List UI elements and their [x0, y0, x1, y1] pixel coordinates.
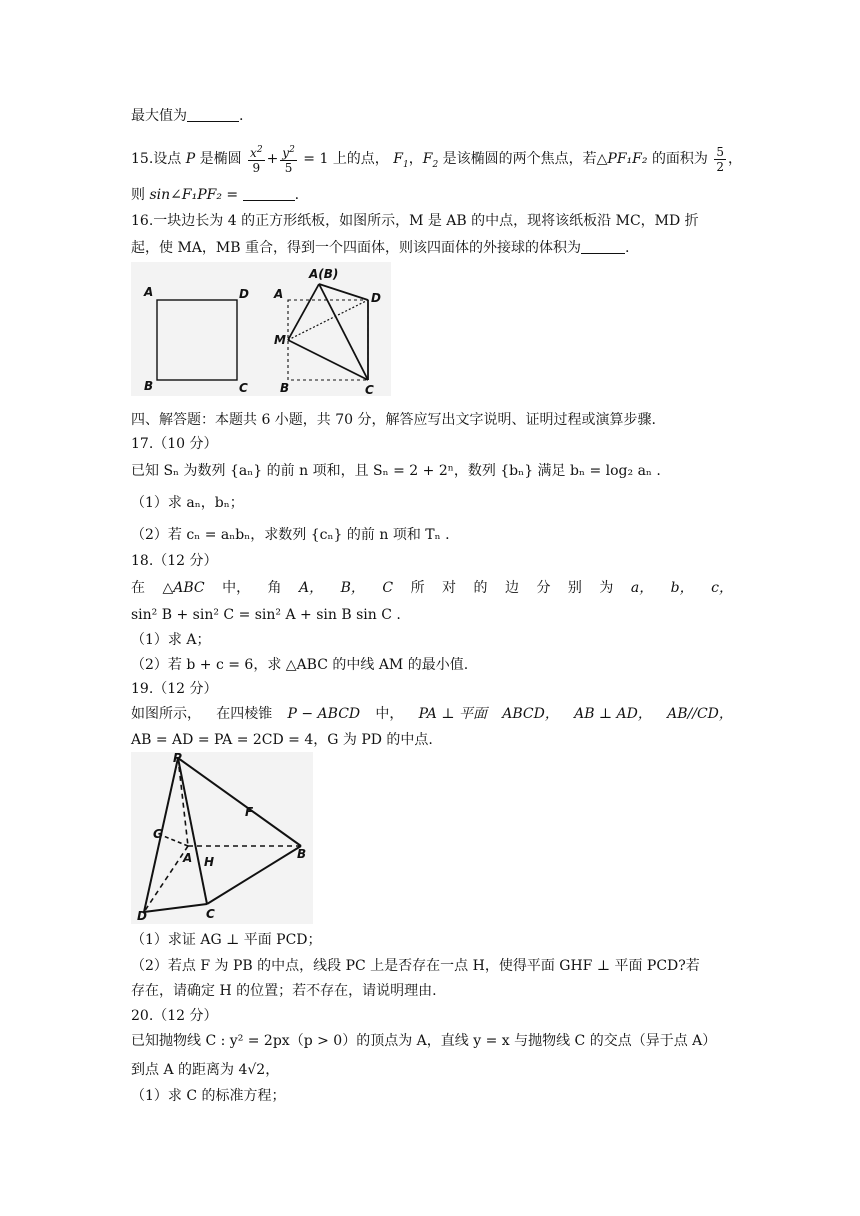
label-b: B — [297, 847, 307, 861]
q15-text-a: 15.设点 — [131, 151, 182, 167]
q19-part-1: （1）求证 AG ⊥ 平面 PCD； — [131, 932, 322, 948]
area-fraction — [714, 145, 726, 174]
q17-part-1: （1）求 aₙ，bₙ； — [131, 495, 244, 511]
ellipse-y-term: $\frac{y^2}{5}$ — [282, 145, 295, 175]
q15-text-b: 是椭圆 — [199, 151, 242, 167]
answer-blank — [243, 186, 295, 201]
q16-line-1: 16.一块边长为 4 的正方形纸板，如图所示，M 是 AB 的中点，现将该纸板沿 MC，MD 折 — [131, 213, 699, 229]
q15-text-f: 的面积为 — [651, 151, 708, 167]
q18-stem-line-2: sin² B + sin² C = sin² A + sin B sin C . — [131, 607, 401, 623]
label-p: P — [173, 752, 182, 765]
focus-f1: $F_1$ — [393, 151, 409, 170]
q18-w0: 在 — [131, 580, 145, 596]
label-h: H — [204, 855, 215, 869]
label-right-c: C — [365, 383, 374, 396]
q15-comma-2: ， — [728, 151, 743, 167]
answer-blank — [581, 239, 625, 254]
q14-tail-line — [131, 106, 243, 126]
section-4-heading: 四、解答题：本题共 6 小题，共 70 分，解答应写出文字说明、证明过程或演算步骤. — [131, 412, 656, 428]
q18-w8: 对 — [442, 580, 457, 596]
q17-part-2: （2）若 cₙ = aₙbₙ，求数列 {cₙ} 的前 n 项和 Tₙ . — [131, 527, 450, 543]
label-g: G — [153, 827, 163, 841]
square-left — [157, 300, 237, 380]
period: . — [294, 187, 300, 203]
focus-f2: $F_2$ — [422, 151, 439, 170]
q18-w7: 所 — [410, 580, 425, 596]
q18-w6: C — [382, 580, 394, 596]
q15-line-2 — [131, 185, 299, 205]
q15-then: 则 — [131, 187, 145, 203]
label-left-d: D — [239, 287, 249, 301]
q18-w12: 别 — [567, 580, 582, 596]
edge-ag — [161, 835, 188, 846]
q20-stem-line-2: 到点 A 的距离为 4√2， — [131, 1062, 280, 1078]
label-d: D — [137, 909, 147, 923]
q20-stem-line-1: 已知抛物线 C : y² = 2px（p > 0）的顶点为 A，直线 y = x 与抛物线 C 的交点（异于点 A） — [131, 1033, 717, 1049]
q18-w10: 边 — [504, 580, 519, 596]
q15-text-c: 上的点， — [332, 151, 389, 167]
label-right-b: B — [280, 381, 290, 395]
q19-stem-line-1 — [131, 704, 733, 724]
label-right-a: A — [274, 287, 284, 301]
q19-w6: AB ⊥ AD， — [574, 706, 652, 722]
area-den: 2 — [716, 159, 725, 174]
edge-pb — [178, 758, 301, 846]
q19-figure — [131, 752, 313, 924]
q14-tail-text: 最大值为 — [131, 108, 187, 124]
edge-dc — [144, 904, 207, 912]
q17-heading: 17.（10 分） — [131, 436, 218, 452]
q18-w11: 分 — [536, 580, 551, 596]
q15-comma: ， — [408, 151, 423, 167]
q18-heading: 18.（12 分） — [131, 553, 218, 569]
q19-part-2: （2）若点 F 为 PB 的中点，线段 PC 上是否存在一点 H，使得平面 GHF ⊥ 平面 PCD?若 — [131, 958, 700, 974]
area-num: 5 — [716, 144, 725, 159]
label-left-c: C — [239, 381, 248, 395]
label-a: A — [183, 851, 193, 865]
q19-stem-line-2: AB = AD = PA = 2CD = 4，G 为 PD 的中点. — [131, 732, 433, 748]
q15-sin-expr: sin∠F₁PF₂ = — [149, 187, 239, 203]
q18-w1: △ABC — [162, 580, 205, 596]
q15-point-p: P — [185, 151, 196, 167]
q15-text-e: 是该椭圆的两个焦点，若△ — [442, 151, 608, 167]
q15-line-1: 15.设点 P 是椭圆 $\frac{x^2}{9}$ + $\frac{y^2}{5}$ = 1 上的点， $F_1$，$F_2$ 是该椭圆的两个焦点，若△PF₁F₂ 的面积为 $\frac{5}{2}$ ， — [131, 144, 743, 175]
label-right-d: D — [371, 291, 381, 305]
label-c: C — [206, 907, 215, 921]
q17-stem: 已知 Sₙ 为数列 {aₙ} 的前 n 项和，且 Sₙ = 2 + 2ⁿ，数列 {bₙ} 满足 bₙ = log₂ aₙ . — [131, 463, 661, 479]
q18-w16: c， — [711, 580, 733, 596]
q16-figure — [131, 262, 391, 396]
label-left-a: A — [144, 285, 154, 299]
label-f: F — [245, 805, 254, 819]
q18-w5: B， — [340, 580, 365, 596]
q19-w5: ABCD， — [502, 706, 559, 722]
period: . — [624, 240, 630, 256]
q18-w9: 的 — [473, 580, 488, 596]
q19-w0: 如图所示， — [131, 706, 201, 722]
answer-blank — [187, 107, 239, 122]
q16-text: 起，使 MA，MB 重合，得到一个四面体，则该四面体的外接球的体积为 — [131, 240, 581, 256]
q15-triangle: PF₁F₂ — [607, 151, 648, 167]
q18-w4: A， — [299, 580, 324, 596]
q18-w14: a， — [630, 580, 654, 596]
square-right-dashed — [288, 300, 368, 380]
q18-w15: b， — [670, 580, 694, 596]
ellipse-eq-rhs: = 1 — [303, 151, 329, 167]
edge-cb — [207, 846, 301, 904]
q19-w7: AB//CD， — [667, 706, 733, 722]
q19-heading: 19.（12 分） — [131, 681, 218, 697]
q19-w3: 中， — [375, 706, 404, 722]
q20-part-1: （1）求 C 的标准方程； — [131, 1088, 286, 1104]
q18-stem-line-1 — [131, 578, 733, 598]
q16-figure-svg — [131, 262, 391, 396]
q19-w2: P − ABCD — [287, 706, 361, 722]
edge-mc — [288, 340, 368, 380]
label-left-b: B — [144, 379, 154, 393]
q19-w1: 在四棱锥 — [216, 706, 273, 722]
edge-pc — [178, 758, 207, 904]
q20-heading: 20.（12 分） — [131, 1008, 218, 1024]
q18-part-2: （2）若 b + c = 6，求 △ABC 的中线 AM 的最小值. — [131, 657, 469, 673]
q19-w4: PA ⊥ 平面 — [418, 706, 487, 722]
q16-line-2 — [131, 238, 629, 258]
q18-w13: 为 — [599, 580, 614, 596]
ellipse-x-term: $\frac{x^2}{9}$ — [250, 145, 263, 175]
q18-w3: 角 — [267, 580, 282, 596]
label-right-ab: A(B) — [309, 267, 339, 281]
period: . — [239, 108, 244, 124]
q19-figure-svg — [131, 752, 313, 924]
label-right-m: M — [274, 333, 286, 347]
q18-w2: 中， — [222, 580, 251, 596]
q19-part-2-cont: 存在，请确定 H 的位置；若不存在，请说明理由. — [131, 983, 437, 999]
q18-part-1: （1）求 A； — [131, 632, 211, 648]
